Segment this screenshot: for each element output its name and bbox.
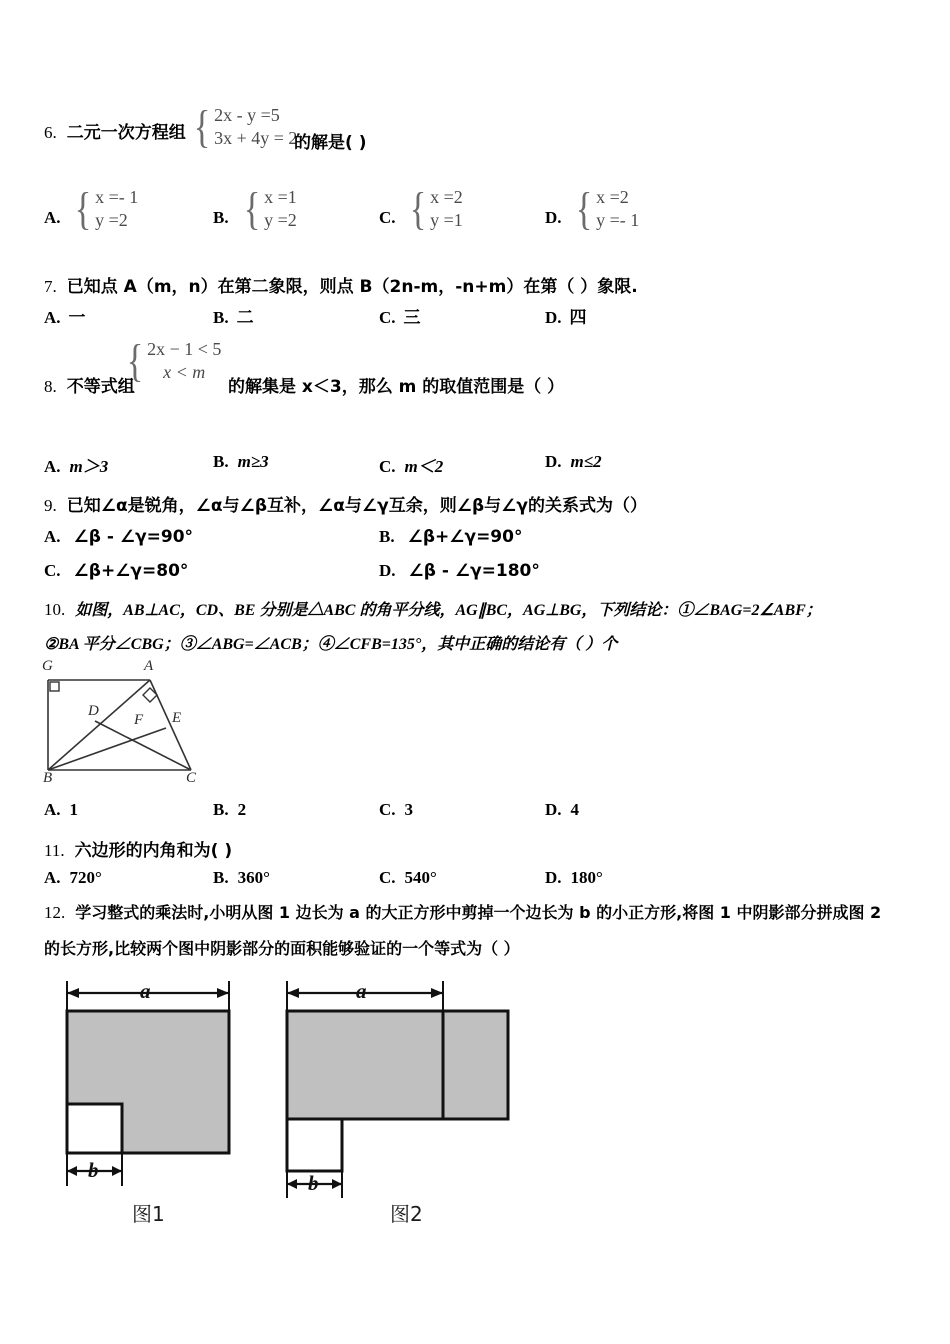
question-10 (44, 597, 822, 620)
question-8-system (124, 334, 222, 386)
question-10-option-b-text: 2 (237, 800, 247, 819)
question-11-stem: 六边形的内角和为( ) (74, 841, 233, 861)
question-11-option-b-text: 360° (237, 868, 270, 887)
dim-b-arrow-right (112, 1166, 122, 1176)
question-12-stem-line-2: 的长方形,比较两个图中阴影部分的面积能够验证的一个等式为（ ） (44, 939, 520, 958)
question-10-option-b[interactable] (213, 800, 246, 820)
question-7-option-d[interactable] (545, 303, 587, 328)
question-11-option-a[interactable] (44, 868, 102, 888)
question-11-option-a-text: 720° (69, 868, 102, 887)
question-11-option-c-text: 540° (404, 868, 437, 887)
brace-left: { (126, 334, 144, 386)
question-7-option-a-label: A. (44, 308, 61, 327)
dim-a-arrow-left (287, 988, 299, 998)
geo-label-E: E (172, 710, 182, 726)
question-6-option-c-label: C. (379, 208, 396, 227)
question-7-option-c-text: 三 (403, 308, 421, 328)
question-10-figure (38, 658, 223, 788)
figure-2-svg (270, 978, 525, 1203)
question-7-option-b[interactable] (213, 303, 254, 328)
dim-a-arrow-right (217, 988, 229, 998)
question-10-option-c-text: 3 (404, 800, 414, 819)
question-9-option-d[interactable] (379, 561, 540, 581)
question-12-stem-line-1: 学习整式的乘法时,小明从图 1 边长为 a 的大正方形中剪掉一个边长为 b 的小正方形,将图 1 中阴影部分拼成图 2 (75, 903, 882, 922)
figure-2-dim-a-label: a (356, 979, 367, 1003)
question-6-option-d-system[interactable] (573, 182, 640, 234)
question-6-option-a[interactable] (44, 208, 61, 228)
question-6-option-b[interactable] (213, 208, 229, 228)
question-8-option-a-label: A. (44, 457, 61, 476)
question-10-option-c-label: C. (379, 800, 396, 819)
brace-left: { (193, 100, 211, 152)
geo-label-D: D (88, 703, 99, 719)
question-11-option-d-text: 180° (570, 868, 603, 887)
dim-b-arrow-left (287, 1179, 297, 1189)
question-12-figure-2 (270, 978, 525, 1203)
question-11-option-c-label: C. (379, 868, 396, 887)
question-6-option-a-label: A. (44, 208, 61, 227)
question-7-number: 7. (44, 277, 57, 296)
question-8-option-d-text: m≤2 (570, 452, 602, 471)
question-10-stem-line-2: ②BA 平分∠CBG；③∠ABG=∠ACB；④∠CFB=135°，其中正确的结论有（ ）个 (44, 636, 618, 653)
cut-square-b (287, 1119, 342, 1171)
question-8-option-a[interactable] (44, 452, 108, 477)
question-8 (44, 372, 135, 397)
question-6-option-b-line-2: y =2 (264, 210, 297, 231)
question-10-option-d-label: D. (545, 800, 562, 819)
question-9-option-b-label: B. (379, 527, 395, 546)
question-9-option-d-label: D. (379, 561, 396, 580)
question-7-option-d-label: D. (545, 308, 562, 327)
question-9-option-a-label: A. (44, 527, 61, 546)
figure-1-caption: 图1 (132, 1202, 165, 1226)
question-8-option-d[interactable] (545, 452, 602, 472)
question-12-figure-1 (50, 978, 260, 1203)
question-11-option-b[interactable] (213, 868, 270, 888)
question-7-option-b-label: B. (213, 308, 229, 327)
question-10-option-a-text: 1 (69, 800, 79, 819)
question-11-number: 11. (44, 841, 65, 860)
shaded-rectangle (287, 1011, 508, 1119)
brace-left: { (575, 182, 593, 234)
question-10-option-b-label: B. (213, 800, 229, 819)
question-6-option-c-line-1: x =2 (430, 187, 463, 207)
cut-square-b (67, 1104, 122, 1153)
brace-left: { (74, 182, 92, 234)
question-12 (44, 900, 934, 923)
question-8-system-line-1: 2x − 1 < 5 (147, 339, 222, 359)
question-8-option-c-label: C. (379, 457, 396, 476)
figure-2-caption: 图2 (390, 1202, 423, 1226)
question-8-option-c[interactable] (379, 452, 443, 477)
question-7-option-a[interactable] (44, 303, 86, 328)
dim-a-arrow-right (431, 988, 443, 998)
triangle-abc-bisectors-svg (38, 658, 223, 788)
question-6-option-c-line-2: y =1 (430, 210, 463, 231)
question-6-number: 6. (44, 123, 57, 142)
question-11-option-b-label: B. (213, 868, 229, 887)
geo-label-F: F (134, 712, 144, 728)
brace-left: { (243, 182, 261, 234)
question-6-option-b-system[interactable] (241, 182, 297, 234)
question-6-option-a-line-2: y =2 (95, 210, 128, 231)
question-9 (44, 491, 647, 516)
question-8-number: 8. (44, 377, 57, 396)
question-11-option-d-label: D. (545, 868, 562, 887)
question-8-option-b-label: B. (213, 452, 229, 471)
question-7-option-c-label: C. (379, 308, 396, 327)
question-6-option-a-system[interactable] (72, 182, 139, 234)
question-8-stem-before: 不等式组 (66, 377, 135, 397)
right-angle-mark-G (50, 682, 59, 691)
question-6-system-line-2: 3x + 4y = 2 (214, 128, 298, 149)
question-9-option-c-text: ∠β+∠γ=80° (73, 561, 189, 581)
question-7 (44, 272, 638, 297)
question-10-stem-line-1: 如图，AB⊥AC，CD、BE 分别是△ABC 的角平分线，AG∥BC，AG⊥BG，下列结论：①∠BAG=2∠ABF； (75, 602, 822, 619)
question-7-stem: 已知点 A（m，n）在第二象限，则点 B（2n-m，-n+m）在第（ ）象限. (66, 277, 638, 297)
question-8-option-a-text: m＞3 (69, 457, 109, 476)
geo-label-B: B (43, 770, 53, 786)
question-6-option-b-label: B. (213, 208, 229, 227)
question-9-option-b-text: ∠β+∠γ=90° (407, 527, 523, 547)
question-8-system-line-2: x < m (163, 362, 206, 383)
question-7-option-d-text: 四 (569, 308, 587, 328)
question-10-option-d-text: 4 (570, 800, 580, 819)
brace-left: { (409, 182, 427, 234)
question-12-number: 12. (44, 903, 66, 922)
question-11-option-c[interactable] (379, 868, 437, 888)
question-7-option-c[interactable] (379, 303, 421, 328)
question-9-option-b[interactable] (379, 527, 522, 547)
question-9-option-c[interactable] (44, 561, 188, 581)
geo-label-G: G (42, 658, 53, 674)
question-10-option-a-label: A. (44, 800, 61, 819)
question-6-system (191, 100, 298, 152)
question-6-stem-after: 的解是( ) (294, 133, 367, 153)
figure-1-dim-a-label: a (140, 979, 151, 1003)
question-6-option-d-line-1: x =2 (596, 187, 629, 207)
question-8-stem-after: 的解集是 x＜3，那么 m 的取值范围是（ ） (228, 377, 565, 397)
question-9-option-a-text: ∠β - ∠γ=90° (73, 527, 194, 547)
question-8-option-b[interactable] (213, 452, 269, 472)
question-10-option-a[interactable] (44, 800, 78, 820)
question-6-option-d-line-2: y =- 1 (596, 210, 640, 231)
question-9-number: 9. (44, 496, 57, 515)
geo-label-A: A (144, 658, 154, 674)
question-8-option-b-text: m≥3 (237, 452, 269, 471)
question-9-stem: 已知∠α是锐角，∠α与∠β互补，∠α与∠γ互余，则∠β与∠γ的关系式为（） (66, 496, 647, 516)
dim-b-arrow-right (332, 1179, 342, 1189)
question-6 (44, 118, 186, 143)
question-11-option-d[interactable] (545, 868, 603, 888)
question-8-option-d-label: D. (545, 452, 562, 471)
question-11-option-a-label: A. (44, 868, 61, 887)
question-9-option-c-label: C. (44, 561, 61, 580)
question-6-stem-before: 二元一次方程组 (66, 123, 186, 143)
question-10-number: 10. (44, 600, 66, 619)
question-7-option-a-text: 一 (68, 308, 86, 328)
question-6-option-a-line-1: x =- 1 (95, 187, 139, 207)
dim-a-arrow-left (67, 988, 79, 998)
question-6-option-c-system[interactable] (407, 182, 463, 234)
dim-b-arrow-left (67, 1166, 77, 1176)
geo-label-C: C (186, 770, 197, 786)
figure-1-dim-b-label: b (88, 1158, 99, 1182)
figure-1-svg (50, 978, 260, 1203)
question-9-option-a[interactable] (44, 527, 193, 547)
question-10-option-d[interactable] (545, 800, 579, 820)
question-11 (44, 836, 232, 861)
question-6-option-d[interactable] (545, 208, 562, 228)
question-8-option-c-text: m＜2 (404, 457, 444, 476)
question-10-option-c[interactable] (379, 800, 413, 820)
question-6-option-c[interactable] (379, 208, 396, 228)
question-6-system-line-1: 2x - y =5 (214, 105, 280, 125)
figure-2-dim-b-label: b (308, 1171, 319, 1195)
question-6-option-d-label: D. (545, 208, 562, 227)
question-9-option-d-text: ∠β - ∠γ=180° (408, 561, 540, 581)
question-7-option-b-text: 二 (236, 308, 254, 328)
question-6-option-b-line-1: x =1 (264, 187, 297, 207)
